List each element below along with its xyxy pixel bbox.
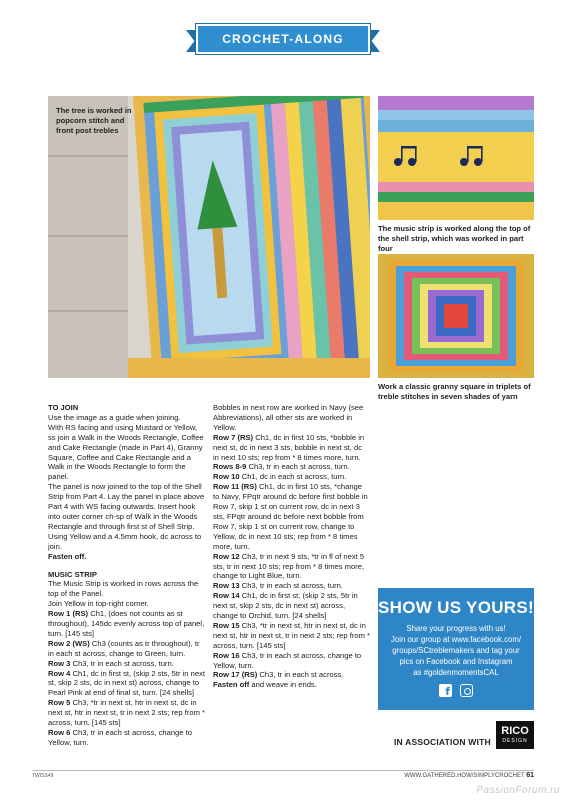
show-us-yours-title: SHOW US YOURS! xyxy=(378,598,534,617)
footer-divider xyxy=(32,770,534,771)
join-para-2: With RS facing and using Mustard or Yellow, ss join a Walk in the Woods Rectangle, Coffee and Cake Rectangle (made in Part 4), Granny Square, Coffee and Cake Rectangle and a Walk in the Woods Rectangle to form the panel. xyxy=(48,422,204,482)
join-para-1: Use the image as a guide when joining. xyxy=(48,412,181,422)
final-fasten-off: Fasten off and weave in ends. xyxy=(213,680,317,690)
pattern-row: Row 11 (RS) Ch1, dc in first 10 sts, *change to Navy, FPqtr around dc before first bobble in Row 7, skip 1 st on current row, dc in next 3 sts, FPqtr around dc before next bobble from Row 7, skip 1 st on current row, change to Yellow, dc in next 10 sts; rep from * 8 times more, turn. xyxy=(213,482,368,551)
music-strip-heading: MUSIC STRIP xyxy=(48,569,97,579)
print-code: TWISS49 xyxy=(32,773,54,779)
rico-design-logo: RICO DESIGN xyxy=(496,721,534,749)
pattern-row: Row 13 Ch3, tr in each st across, turn. xyxy=(213,581,343,591)
music-intro: The Music Strip is worked in rows across the top of the Panel. xyxy=(48,579,199,599)
pattern-row: Row 1 (RS) Ch1, (does not counts as st throughout), 145dc evenly across top of panel, turn. [145 sts] xyxy=(48,609,205,638)
facebook-icon[interactable] xyxy=(439,684,452,697)
pattern-row: Rows 8-9 Ch3, tr in each st across, turn. xyxy=(213,462,350,472)
pattern-row: Row 4 Ch1, dc in first st, (skip 2 sts, 5tr in next st, skip 2 sts, dc in next st) across, change to Pearl Pink at end of final st, turn. [24 shells] xyxy=(48,668,205,698)
text-column-left xyxy=(48,403,206,748)
footer-url xyxy=(404,772,534,779)
pattern-row: Row 14 Ch1, dc in first st, (skip 2 sts, 5tr in next st, skip 2 sts, dc in next st) across, change to Orchid, turn. [24 shells] xyxy=(213,591,358,621)
pattern-row: Row 16 Ch3, tr in each st across, change to Yellow, turn. xyxy=(213,650,362,670)
music-intro-2: Join Yellow in top-right corner. xyxy=(48,599,149,609)
main-photo-tree-panel xyxy=(48,96,370,378)
pattern-row: Row 17 (RS) Ch3, tr in each st across. xyxy=(213,670,344,680)
music-strip-caption: The music strip is worked along the top of the shell strip, which was worked in part four xyxy=(378,224,531,253)
association-label: IN ASSOCIATION WITH xyxy=(394,737,491,747)
footer-link[interactable]: WWW.GATHERED.HOW/SIMPLYCROCHET xyxy=(404,773,525,779)
pattern-row: Row 6 Ch3, tr in each st across, change to Yellow, turn. xyxy=(48,728,192,747)
main-photo-caption: The tree is worked in popcorn stitch and front post trebles xyxy=(56,106,132,135)
header-banner xyxy=(196,24,370,54)
text-column-middle xyxy=(213,403,370,690)
instagram-icon[interactable] xyxy=(460,684,473,697)
pattern-row: Row 10 Ch1, dc in each st across, turn. xyxy=(213,472,347,482)
pattern-row: Row 3 Ch3, tr in each st across, turn. xyxy=(48,658,174,668)
pattern-row: Row 5 Ch3, *tr in next st, htr in next st, dc in next st, htr in next st, tr in next 2 sts; rep from * across, turn. [145 sts] xyxy=(48,698,205,728)
social-icons xyxy=(378,684,534,697)
show-us-yours-box xyxy=(378,588,534,710)
banner-title: CROCHET-ALONG xyxy=(222,32,344,46)
join-para-3: The panel is now joined to the top of the Shell Strip from Part 4. Lay the panel in place above Part 4 with WS facing outwards. Insert hook into outer corner ch-sp of Walk in the Woods Rectangle and through first st of Shell Strip. Using Yellow and a 4.5mm hook, dc across to join. xyxy=(48,482,205,551)
pattern-row: Row 2 (WS) Ch3 (counts as tr throughout), tr in each st across, change to Green, turn. xyxy=(48,638,200,658)
granny-square-photo xyxy=(378,254,534,378)
pattern-row: Row 15 Ch3, *tr in next st, htr in next st, dc in next st, htr in next st, tr in next 2 sts; rep from * across, turn. [145 sts] xyxy=(213,620,370,650)
to-join-heading: TO JOIN xyxy=(48,403,79,412)
granny-square-caption: Work a classic granny square in triplets of treble stitches in seven shades of yarn xyxy=(378,382,531,401)
watermark: PassionForum.ru xyxy=(476,785,560,796)
page-number: 61 xyxy=(526,772,534,779)
show-us-yours-text: Share your progress with us! Join our group at www.facebook.com/ groups/SCtreblemakers and tag your pics on Facebook and Instagram as #goldenmomentsCAL xyxy=(390,624,521,677)
banner-plate xyxy=(196,24,370,54)
pattern-row: Row 7 (RS) Ch1, dc in first 10 sts, *bobble in next st, dc in next 3 sts, bobble in next st, dc in next 10 sts; rep from * 8 times more, turn. xyxy=(213,432,365,462)
pattern-row: Row 12 Ch3, tr in next 9 sts, *tr in fl of next 5 sts, tr in next 10 sts; rep from * 8 times more, change to Light Blue, turn. xyxy=(213,551,365,581)
join-fasten-off: Fasten off. xyxy=(48,551,87,561)
bobble-note: Bobbles in next row are worked in Navy (see Abbreviations), all other sts are worked in Yellow. xyxy=(213,403,364,432)
music-strip-photo xyxy=(378,96,534,220)
